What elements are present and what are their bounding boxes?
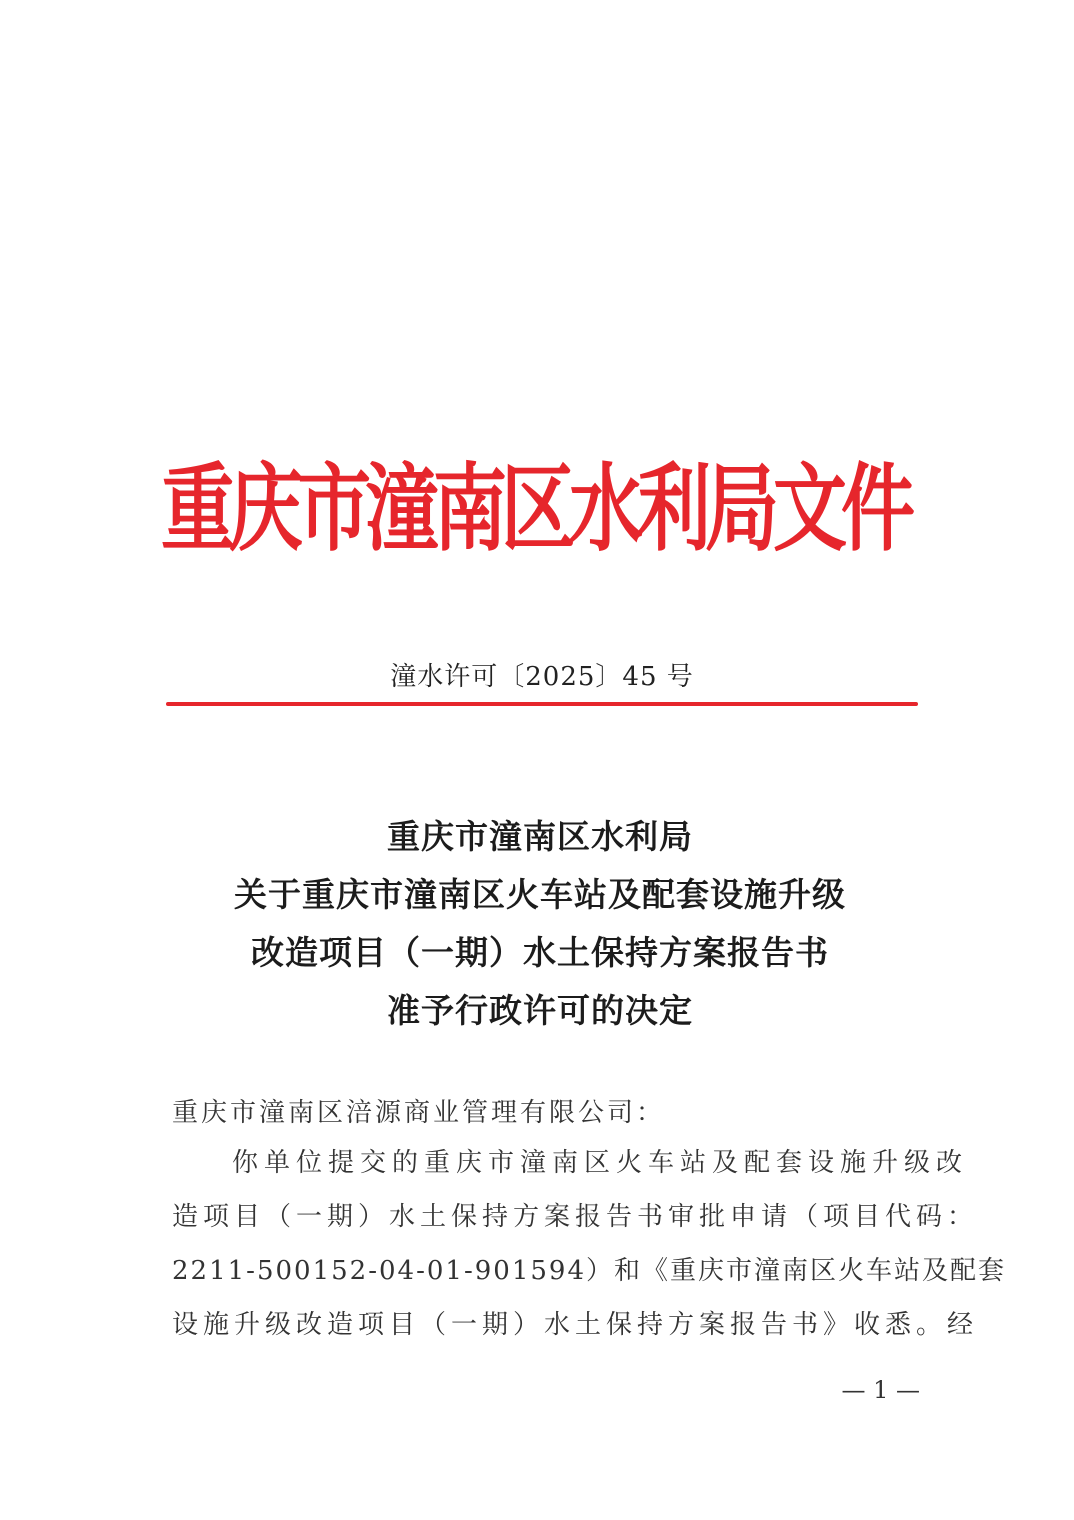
red-divider-line [166,702,918,706]
document-title [140,808,940,1040]
page-number: — 1 — [841,1376,920,1404]
document-number: 潼水许可〔2025〕45 号 [390,662,694,692]
body-line-4: 设施升级改造项目（一期）水土保持方案报告书》收悉。经 [172,1310,979,1340]
title-line-2: 关于重庆市潼南区火车站及配套设施升级 [234,875,846,914]
title-line-1: 重庆市潼南区水利局 [387,817,693,856]
title-line-4: 准予行政许可的决定 [387,991,693,1030]
title-line-3: 改造项目（一期）水土保持方案报告书 [251,933,829,972]
red-header-issuer: 重庆市潼南区水利局文件 [161,454,909,565]
body-line-3: 2211-500152-04-01-901594）和《重庆市潼南区火车站及配套 [172,1256,1006,1286]
body-line-1: 你单位提交的重庆市潼南区火车站及配套设施升级改 [232,1148,969,1178]
body-line-2: 造项目（一期）水土保持方案报告书审批申请（项目代码： [172,1202,979,1232]
salutation: 重庆市潼南区涪源商业管理有限公司： [172,1098,666,1128]
